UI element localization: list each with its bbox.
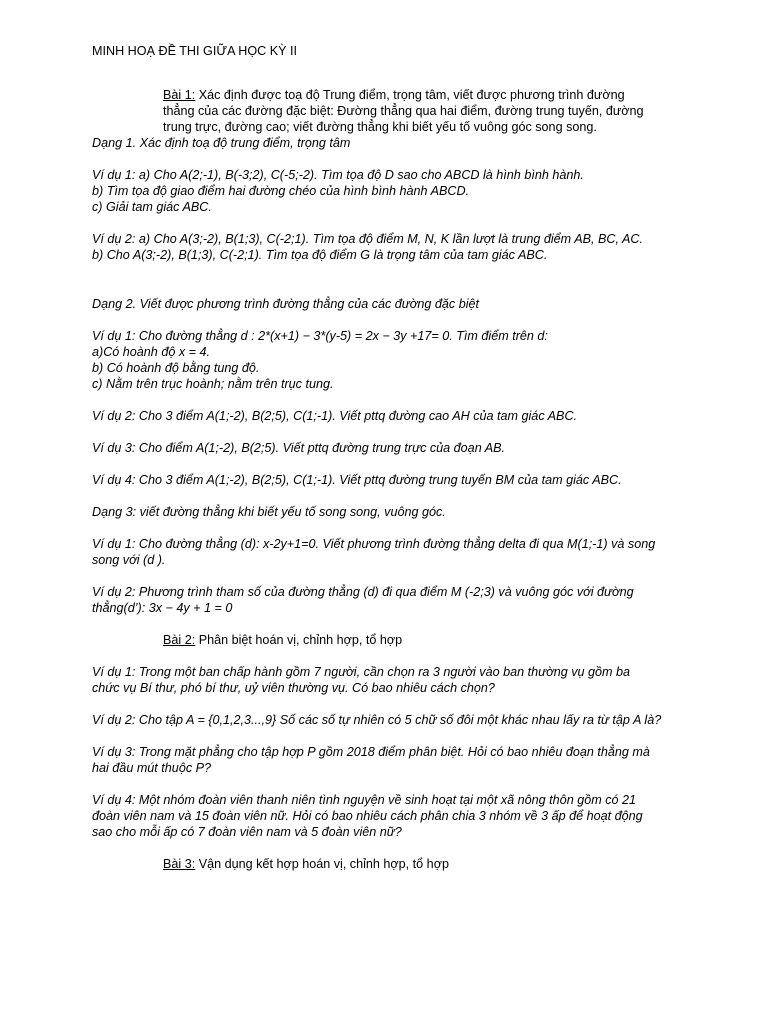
bai2-label: Bài 2: [163, 633, 196, 647]
bai2-vd4-line-1: Ví dụ 4: Một nhóm đoàn viên thanh niên tình nguyện về sinh hoạt tại một xã nông thôn gồm có 21 [92, 793, 636, 807]
dang3-vd1-line-1: Ví dụ 1: Cho đường thẳng (d): x-2y+1=0. Viết phương trình đường thẳng delta đi qua M(1;-1) và song [92, 537, 656, 551]
bai2-example-3 [92, 744, 692, 776]
dang2-example-2: Ví dụ 2: Cho 3 điểm A(1;-2), B(2;5), C(1;-1). Viết pttq đường cao AH của tam giác ABC. [92, 409, 578, 423]
dang2-vd1-line-1: Ví dụ 1: Cho đường thẳng d : 2*(x+1) − 3*(y-5) = 2x − 3y +17= 0. Tìm điểm trên d: [92, 329, 548, 343]
bai2-example-2: Ví dụ 2: Cho tập A = {0,1,2,3...,9} Số các số tự nhiên có 5 chữ số đôi một khác nhau lấy ra từ tập A là? [92, 713, 662, 727]
bai2-vd1-line-2: chức vụ Bí thư, phó bí thư, uỷ viên thường vụ. Có bao nhiêu cách chọn? [92, 681, 495, 695]
bai2-vd1-line-1: Ví dụ 1: Trong một ban chấp hành gồm 7 người, cần chọn ra 3 người vào ban thường vụ gồm ba [92, 665, 631, 679]
dang2-example-1 [92, 328, 692, 392]
bai2-vd4-line-2: đoàn viên nam và 15 đoàn viên nữ. Hỏi có bao nhiêu cách phân chia 3 nhóm về 3 ấp để hoạt động [92, 809, 643, 823]
dang2-title: Dạng 2. Viết được phương trình đường thẳng của các đường đặc biệt [92, 297, 480, 311]
dang3-title: Dạng 3: viết đường thẳng khi biết yếu tố song song, vuông góc. [92, 505, 446, 519]
bai2-example-1 [92, 664, 692, 696]
dang3-vd2-line-1: Ví dụ 2: Phương trình tham số của đường thẳng (d) đi qua điểm M (-2;3) và vuông góc với đường [92, 585, 634, 599]
dang1-vd1-line-2: b) Tìm tọa độ giao điểm hai đường chéo của hình bình hành ABCD. [92, 184, 470, 198]
dang1-title: Dạng 1. Xác định toạ độ trung điểm, trọng tâm [92, 136, 351, 150]
bai3-text: Vận dụng kết hợp hoán vị, chỉnh hợp, tổ hợp [195, 857, 449, 871]
bai2-heading [92, 632, 692, 648]
dang1-vd2-line-2: b) Cho A(3;-2), B(1;3), C(-2;1). Tìm tọa độ điểm G là trọng tâm của tam giác ABC. [92, 248, 548, 262]
dang3-vd2-line-2: thẳng(d’): 3x − 4y + 1 = 0 [92, 601, 233, 615]
bai2-vd3-line-1: Ví dụ 3: Trong mặt phẳng cho tập hợp P gồm 2018 điểm phân biệt. Hỏi có bao nhiêu đoạn thẳng mà [92, 745, 650, 759]
dang2-example-4: Ví dụ 4: Cho 3 điểm A(1;-2), B(2;5), C(1;-1). Viết pttq đường trung tuyến BM của tam giác ABC. [92, 473, 622, 487]
dang2-vd1-line-4: c) Nằm trên trục hoành; nằm trên trục tung. [92, 377, 334, 391]
document-page [92, 43, 692, 872]
bai3-label: Bài 3: [163, 857, 196, 871]
dang3-example-2 [92, 584, 692, 616]
dang3-example-1 [92, 536, 692, 568]
bai2-example-4 [92, 792, 692, 840]
dang1-vd2-line-1: Ví dụ 2: a) Cho A(3;-2), B(1;3), C(-2;1). Tìm tọa độ điểm M, N, K lần lượt là trung điểm AB, BC, AC. [92, 232, 644, 246]
bai2-text: Phân biệt hoán vị, chỉnh hợp, tổ hợp [195, 633, 403, 647]
document-header: MINH HOẠ ĐỀ THI GIỮA HỌC KỲ II [92, 44, 298, 58]
dang2-vd1-line-2: a)Có hoành độ x = 4. [92, 345, 210, 359]
bai2-vd3-line-2: hai đầu mút thuộc P? [92, 761, 212, 775]
bai1-label: Bài 1: [163, 88, 196, 102]
dang2-example-3: Ví dụ 3: Cho điểm A(1;-2), B(2;5). Viết pttq đường trung trực của đoạn AB. [92, 441, 506, 455]
dang1-example-2 [92, 231, 692, 263]
dang1-vd1-line-3: c) Giải tam giác ABC. [92, 200, 212, 214]
bai3-heading [92, 856, 692, 872]
bai1-line-1: Xác định được toạ độ Trung điểm, trọng tâm, viết được phương trình đường [195, 88, 625, 102]
bai2-vd4-line-3: sao cho mỗi ấp có 7 đoàn viên nam và 5 đoàn viên nữ? [92, 825, 402, 839]
dang1-example-1 [92, 167, 692, 215]
bai1-line-2: thẳng của các đường đặc biệt: Đường thẳng qua hai điểm, đường trung tuyến, đường [163, 104, 644, 118]
bai1-line-3: trung trực, đường cao; viết đường thẳng khi biết yếu tố vuông góc song song. [163, 120, 597, 134]
bai1-block [92, 87, 692, 135]
dang3-vd1-line-2: song với (d ). [92, 553, 166, 567]
dang2-vd1-line-3: b) Có hoành độ bằng tung độ. [92, 361, 260, 375]
dang1-vd1-line-1: Ví dụ 1: a) Cho A(2;-1), B(-3;2), C(-5;-2). Tìm tọa độ D sao cho ABCD là hình bình hành. [92, 168, 584, 182]
